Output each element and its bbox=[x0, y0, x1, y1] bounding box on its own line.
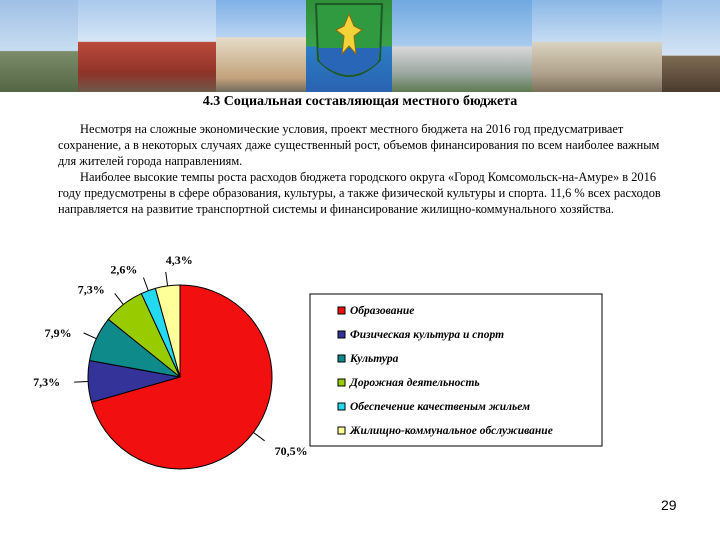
pie-data-label-1: 70,5% bbox=[274, 443, 308, 458]
pie-leader-line-1 bbox=[253, 432, 264, 440]
legend-label-5: Обеспечение качественым жильем bbox=[350, 401, 530, 413]
page-number: 29 bbox=[661, 497, 677, 513]
pie-data-label-2: 7,3% bbox=[33, 375, 61, 390]
legend-label-2: Физическая культура и спорт bbox=[350, 329, 505, 341]
paragraph-2: Наиболее высокие темпы роста расходов бюджета городского округа «Город Комсомольск-на-Амуре» в 2016 году предусмотрены в сфере образования, культуры, а также физической культуры и спорта. 11,6 % всех расходов направляется на развитие транспортной системы и финансирование жилищно-коммунального хозяйства. bbox=[58, 170, 661, 216]
paragraph-1: Несмотря на сложные экономические условия, проект местного бюджета на 2016 год предусматривает сохранение, а в некоторых случаях даже существенный рост, объемов финансирования по всем наиболее важным для жителей города направлениям. bbox=[58, 122, 660, 168]
legend-swatch-6 bbox=[338, 427, 345, 434]
legend-swatch-2 bbox=[338, 331, 345, 338]
waterfront-photo bbox=[392, 0, 532, 92]
pie-data-label-6: 4,3% bbox=[165, 252, 193, 267]
city-building-photo bbox=[78, 0, 216, 92]
pie-leader-line-5 bbox=[143, 278, 148, 291]
monument-photo bbox=[0, 0, 78, 92]
legend-label-1: Образование bbox=[350, 305, 415, 317]
pie-data-label-4: 7,3% bbox=[77, 282, 105, 297]
emblem-figure-icon bbox=[306, 0, 392, 92]
city-emblem bbox=[306, 0, 392, 92]
legend-label-6: Жилищно-коммунальное обслуживание bbox=[350, 425, 553, 437]
header-photo-banner bbox=[0, 0, 720, 92]
page-title: 4.3 Социальная составляющая местного бюджета bbox=[202, 94, 518, 109]
pie-data-label-3: 7,9% bbox=[44, 325, 72, 340]
legend-swatch-1 bbox=[338, 307, 345, 314]
legend-label-4: Дорожная деятельность bbox=[350, 377, 480, 389]
theater-photo bbox=[532, 0, 662, 92]
pie-leader-line-6 bbox=[166, 272, 168, 286]
legend-swatch-3 bbox=[338, 355, 345, 362]
legend-swatch-4 bbox=[338, 379, 345, 386]
pie-leader-line-3 bbox=[84, 333, 97, 339]
body-text bbox=[58, 121, 676, 217]
legend-label-3: Культура bbox=[350, 353, 399, 365]
statue-photo bbox=[662, 0, 720, 92]
pie-data-label-5: 2,6% bbox=[110, 262, 138, 277]
pie-leader-line-4 bbox=[115, 293, 124, 304]
legend-swatch-5 bbox=[338, 403, 345, 410]
budget-pie-chart bbox=[0, 250, 720, 490]
pie-leader-line-2 bbox=[74, 381, 88, 382]
cathedral-photo bbox=[216, 0, 306, 92]
